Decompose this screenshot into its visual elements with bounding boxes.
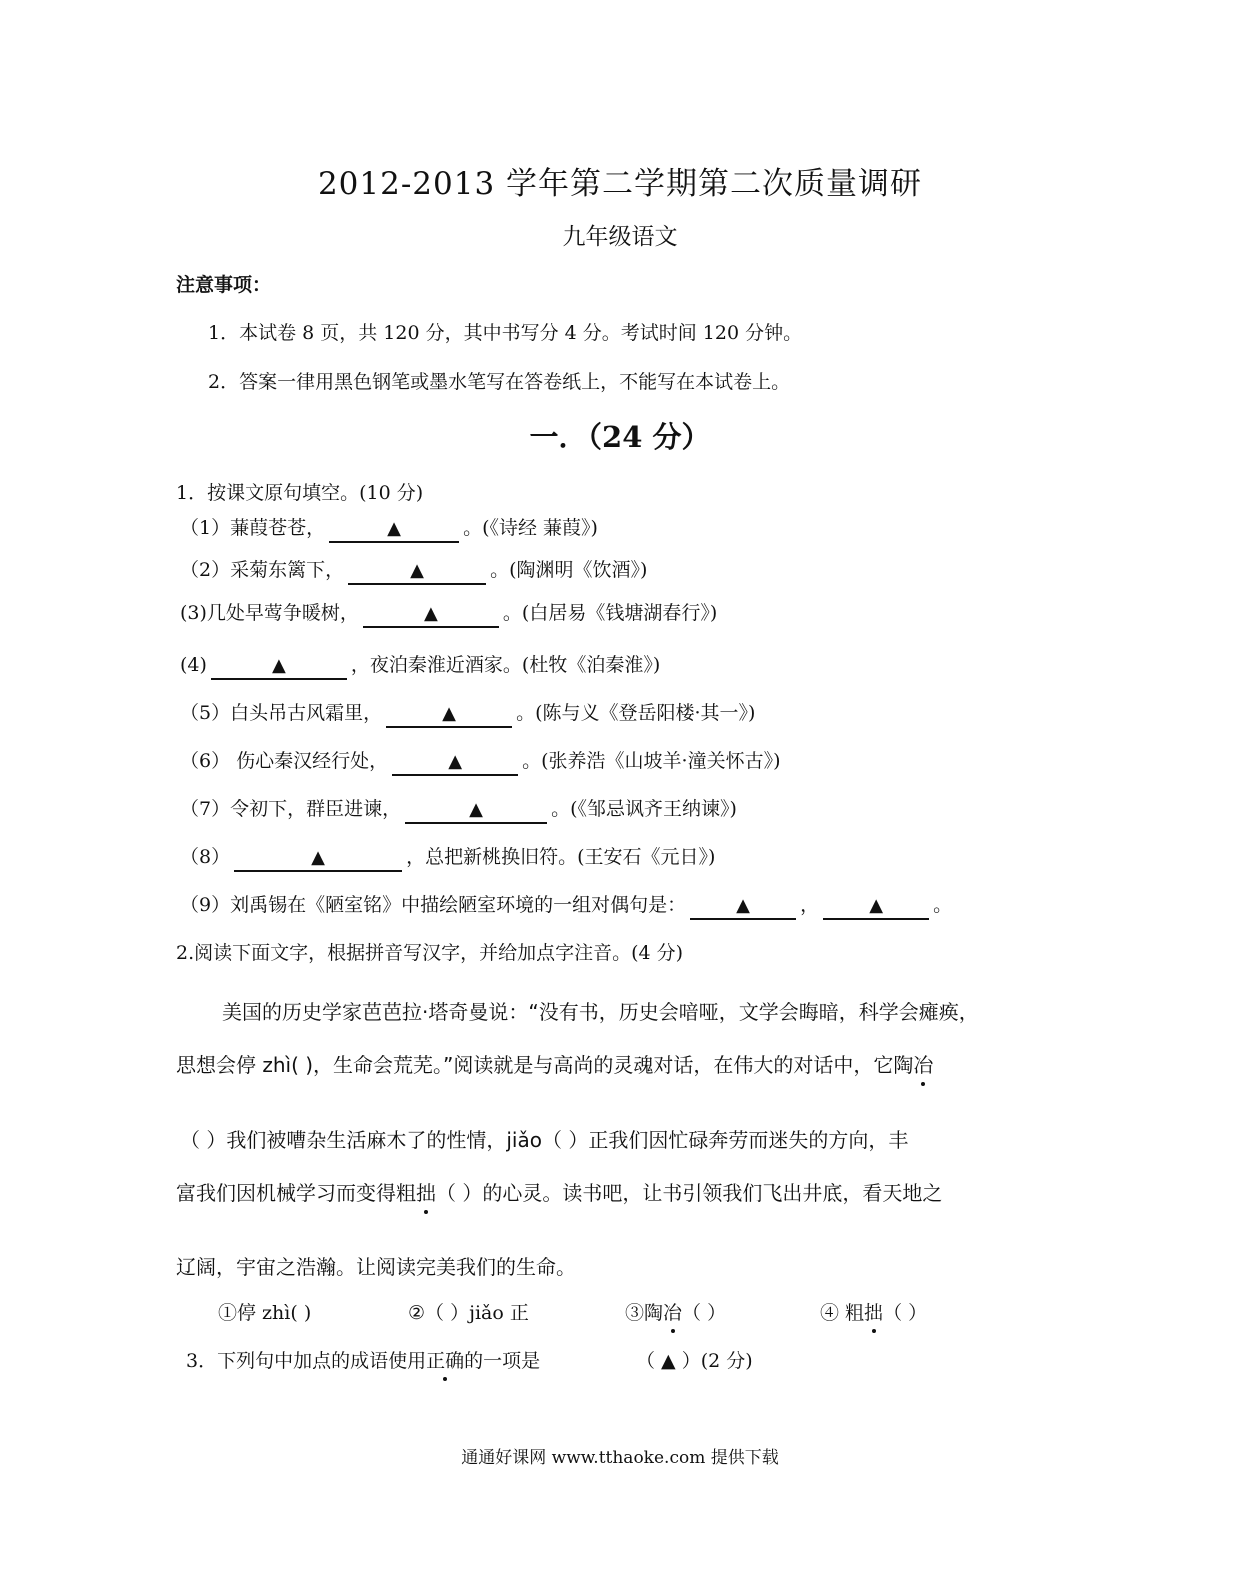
answer-blank[interactable] [405,798,547,824]
exam-title: 2012-2013 学年第二学期第二次质量调研 [317,166,923,202]
passage-line-5: 辽阔，宇宙之浩瀚。让阅读完美我们的生命。 [176,1255,576,1279]
q2-answer-blank-1[interactable]: ①停 zhì( ) [218,1302,312,1324]
q2-answer-blank-3[interactable] [625,1298,726,1325]
question-3-stem [186,1346,540,1373]
fill-item-1 [180,513,598,543]
answer-label: ④ 粗 [820,1302,865,1324]
answer-paren: （ ） [883,1302,928,1324]
answer-blank[interactable] [823,894,929,920]
fill-item-6 [180,746,781,776]
fill-item-suffix: 。(张养浩《山坡羊·潼关怀古》) [522,750,781,772]
fill-item-5 [180,698,755,728]
answer-blank[interactable] [392,750,518,776]
triangle-marker-icon: ▲ [469,799,484,820]
answer-blank[interactable] [386,702,512,728]
section-heading: 一．（24 分） [529,420,711,454]
triangle-marker-icon: ▲ [410,560,425,581]
fill-item-8 [180,842,715,872]
dotted-char: 拙 [864,1298,883,1325]
question-2-stem: 2.阅读下面文字，根据拼音写汉字，并给加点字注音。(4 分) [176,942,684,964]
fill-item-prefix: （5）白头吊古风霜里， [180,702,383,724]
fill-item-prefix: (4) [180,654,207,676]
q2-answer-blank-4[interactable] [820,1298,927,1325]
fill-item-suffix: 。(《邹忌讽齐王纳谏》) [551,798,737,820]
fill-item-prefix: （6） 伤心秦汉经行处， [180,750,389,772]
fill-item-prefix: (3)几处早莺争暖树， [180,602,359,624]
fill-item-prefix: （7）令初下，群臣进谏， [180,798,402,820]
answer-blank[interactable] [211,654,347,680]
notice-rule-1: 1．本试卷 8 页，共 120 分，其中书写分 4 分。考试时间 120 分钟。 [208,322,803,344]
question-text: 的一项是 [464,1350,541,1372]
dotted-char: 冶 [663,1298,682,1325]
page-footer: 通通好课网 www.tthaoke.com 提供下载 [461,1448,779,1468]
fill-item-prefix: （8） [180,846,231,868]
answer-blank[interactable] [348,559,486,585]
fill-item-suffix: ，总把新桃换旧符。(王安石《元日》) [406,846,716,868]
answer-blank[interactable] [690,894,796,920]
fill-item-suffix: 。(陶渊明《饮酒》) [490,559,648,581]
fill-item-suffix: 。(《诗经 蒹葭》) [463,517,598,539]
triangle-marker-icon: ▲ [387,518,402,539]
fill-item-suffix: 。(白居易《钱塘湖春行》) [502,602,718,624]
answer-label: ③陶 [625,1302,664,1324]
question-3-answer-paren[interactable]: （ ▲ ）(2 分) [636,1350,753,1372]
fill-item-2 [180,555,647,585]
passage-line-3: （ ）我们被嘈杂生活麻木了的性情，jiǎo（ ）正我们因忙碌奔劳而迷失的方向，丰 [180,1128,909,1152]
exam-subtitle: 九年级语文 [562,224,678,250]
dotted-char: 冶 [913,1049,933,1078]
dotted-word: 正确 [426,1346,464,1373]
fill-item-7 [180,794,737,824]
fill-item-suffix: 。(陈与义《登岳阳楼·其一》) [516,702,756,724]
question-text: 3．下列句中加点的成语使用 [186,1350,427,1372]
passage-text: 富我们因机械学习而变得粗 [176,1181,416,1205]
triangle-marker-icon: ▲ [424,603,438,624]
fill-item-9 [180,890,952,920]
fill-item-prefix: （2）采菊东篱下， [180,559,345,581]
fill-item-4 [180,650,660,680]
fill-item-prefix: （9）刘禹锡在《陋室铭》中描绘陋室环境的一组对偶句是： [180,894,687,916]
answer-blank[interactable] [234,846,402,872]
notice-rule-2: 2．答案一律用黑色钢笔或墨水笔写在答卷纸上，不能写在本试卷上。 [208,371,791,393]
dotted-char: 拙 [416,1177,436,1206]
triangle-marker-icon: ▲ [869,895,884,916]
fill-item-3 [180,598,717,628]
passage-text: 思想会停 zhì( )，生命会荒芜。”阅读就是与高尚的灵魂对话，在伟大的对话中，它陶 [176,1053,914,1077]
fill-item-suffix: 。 [933,894,953,916]
fill-item-prefix: （1）蒹葭苍苍， [180,517,326,539]
triangle-marker-icon: ▲ [736,895,751,916]
question-1-stem: 1．按课文原句填空。(10 分) [176,482,424,504]
triangle-marker-icon: ▲ [272,655,286,676]
passage-line-4 [176,1177,942,1206]
passage-line-2 [176,1049,933,1078]
notice-heading: 注意事项： [176,274,272,296]
q2-answer-blank-2[interactable]: ②（ ）jiǎo 正 [408,1302,529,1324]
fill-item-separator: ， [800,894,820,916]
answer-blank[interactable] [329,517,459,543]
passage-text: （ ）的心灵。读书吧，让书引领我们飞出井底，看天地之 [436,1181,943,1205]
triangle-marker-icon: ▲ [448,751,463,772]
triangle-marker-icon: ▲ [442,703,457,724]
triangle-marker-icon: ▲ [311,847,326,868]
answer-blank[interactable] [363,602,499,628]
passage-line-1: 美国的历史学家芭芭拉·塔奇曼说：“没有书，历史会喑哑，文学会晦暗，科学会瘫痪， [222,1000,979,1024]
fill-item-suffix: ，夜泊秦淮近酒家。(杜牧《泊秦淮》) [350,654,661,676]
answer-paren: （ ） [682,1302,727,1324]
